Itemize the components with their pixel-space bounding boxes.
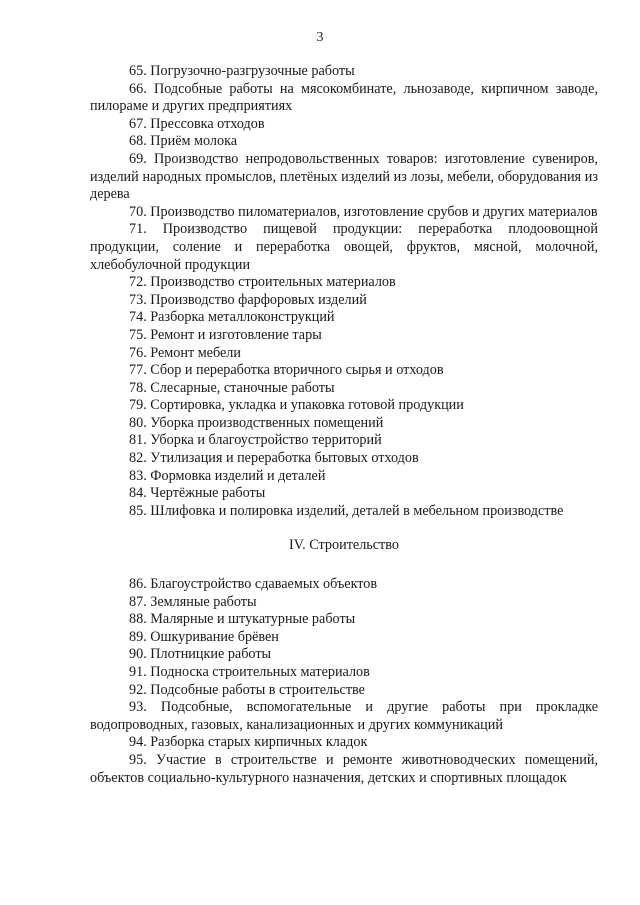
list-item: 78. Слесарные, станочные работы bbox=[129, 379, 335, 396]
list-item: 85. Шлифовка и полировка изделий, деталей в мебельном производстве bbox=[129, 502, 564, 519]
list-item: 91. Подноска строительных материалов bbox=[129, 664, 370, 680]
list-item: 88. Малярные и штукатурные работы bbox=[129, 611, 356, 628]
list-item: 81. Уборка и благоустройство территорий bbox=[129, 432, 382, 449]
list-item: 68. Приём молока bbox=[129, 133, 238, 150]
list-item: 70. Производство пиломатериалов, изготовление срубов и других материалов bbox=[129, 203, 598, 220]
page-number: 3 bbox=[316, 30, 324, 45]
list-item: 75. Ремонт и изготовление тары bbox=[129, 326, 322, 343]
activity-list-part2 bbox=[90, 576, 598, 787]
list-item: 83. Формовка изделий и деталей bbox=[129, 467, 326, 484]
list-item: 84. Чертёжные работы bbox=[129, 485, 266, 502]
list-item: 77. Сбор и переработка вторичного сырья и отходов bbox=[129, 362, 444, 379]
document-body bbox=[90, 63, 598, 787]
list-item: 89. Ошкуривание брёвен bbox=[129, 628, 279, 645]
list-item: 69. Производство непродовольственных товаров: изготовление сувениров, изделий народных промыслов, плетёных изделий из лозы, мебели, оборудования из дерева bbox=[90, 150, 598, 203]
activity-list-part1 bbox=[90, 63, 598, 520]
list-item: 93. Подсобные, вспомогательные и другие работы при прокладке водопроводных, газовых, канализационных и других коммуникаций bbox=[90, 699, 598, 733]
list-item: 95. Участие в строительстве и ремонте животноводческих помещений, объектов социально-культурного назначения, детских и спортивных площадок bbox=[90, 751, 598, 786]
list-item: 82. Утилизация и переработка бытовых отходов bbox=[129, 450, 419, 467]
list-item: 66. Подсобные работы на мясокомбинате, льнозаводе, кирпичном заводе, пилораме и других предприятиях bbox=[90, 80, 598, 115]
list-item: 72. Производство строительных материалов bbox=[129, 274, 396, 291]
list-item: 67. Прессовка отходов bbox=[129, 115, 265, 132]
list-item: 65. Погрузочно-разгрузочные работы bbox=[129, 63, 355, 79]
section-heading: IV. Строительство bbox=[289, 537, 399, 554]
list-item: 87. Земляные работы bbox=[129, 593, 257, 610]
list-item: 71. Производство пищевой продукции: переработка плодоовощной продукции, соление и переработка овощей, фруктов, мясной, молочной, хлебобулочной продукции bbox=[90, 221, 598, 273]
list-item: 92. Подсобные работы в строительстве bbox=[129, 681, 365, 698]
list-item: 86. Благоустройство сдаваемых объектов bbox=[129, 576, 378, 593]
list-item: 76. Ремонт мебели bbox=[129, 344, 241, 361]
list-item: 90. Плотницкие работы bbox=[129, 646, 272, 663]
list-item: 80. Уборка производственных помещений bbox=[129, 414, 384, 431]
list-item: 79. Сортировка, укладка и упаковка готовой продукции bbox=[129, 397, 464, 414]
list-item: 74. Разборка металлоконструкций bbox=[129, 309, 335, 326]
list-item: 94. Разборка старых кирпичных кладок bbox=[129, 734, 368, 751]
list-item: 73. Производство фарфоровых изделий bbox=[129, 291, 367, 308]
